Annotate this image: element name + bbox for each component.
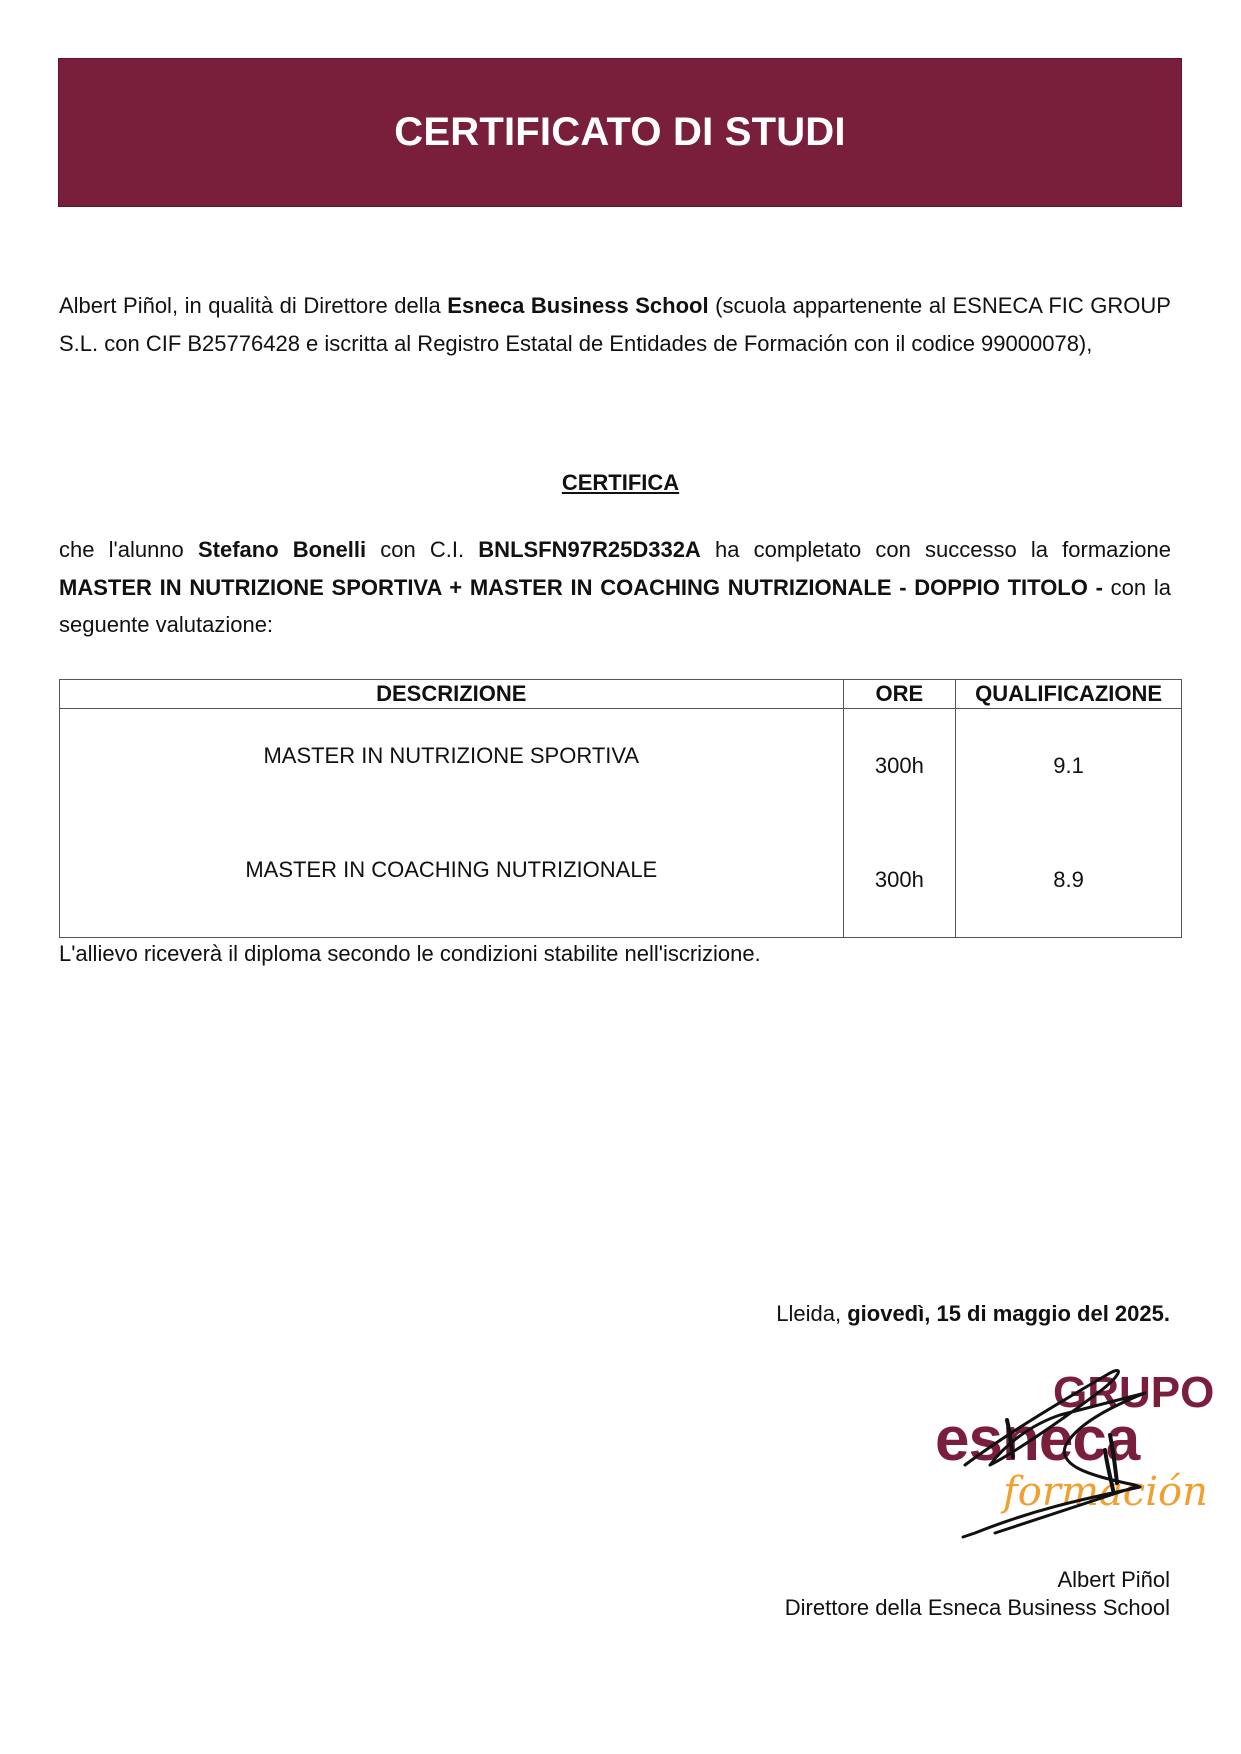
- school-name: Esneca Business School: [447, 293, 709, 318]
- page-title: CERTIFICATO DI STUDI: [394, 110, 846, 154]
- date-place: Lleida,: [776, 1301, 842, 1326]
- certifica-heading-text: CERTIFICA: [561, 470, 680, 495]
- logo-formacion-text: formación: [1003, 1469, 1208, 1515]
- signer-block: [785, 1566, 1170, 1622]
- logo-esneca-text: esneca: [935, 1405, 1140, 1474]
- course-title: MASTER IN NUTRIZIONE SPORTIVA + MASTER IN COACHING NUTRIZIONALE - DOPPIO TITOLO -: [59, 574, 1103, 600]
- student-name: Stefano Bonelli: [197, 537, 367, 562]
- intro-text-2: (scuola appartenente al ESNECA FIC GROUP S.L. con CIF B25776428 e iscritta al Registro Estatal de Entidades de Formación con il codice 99000078),: [59, 293, 1171, 356]
- cell-ore: 300h: [843, 823, 956, 938]
- header-descrizione: DESCRIZIONE: [60, 680, 844, 709]
- student-id: BNLSFN97R25D332A: [478, 537, 701, 562]
- cell-qualificazione: 8.9: [956, 823, 1182, 938]
- statement-text-2: con C.I.: [366, 537, 479, 562]
- table-row: [60, 709, 1182, 824]
- grades-table: [59, 679, 1182, 938]
- cell-qualificazione: 9.1: [956, 709, 1182, 824]
- cell-descrizione-text: MASTER IN NUTRIZIONE SPORTIVA: [263, 743, 640, 768]
- cell-descrizione-text: MASTER IN COACHING NUTRIZIONALE: [245, 857, 658, 882]
- statement-text-3: ha completato con successo la formazione: [700, 537, 1171, 562]
- cell-ore: 300h: [843, 709, 956, 824]
- intro-text-1: Albert Piñol, in qualità di Direttore della: [59, 293, 448, 318]
- header-qualificazione: QUALIFICAZIONE: [956, 680, 1182, 709]
- grupo-esneca-logo-with-signature: [935, 1355, 1215, 1545]
- signer-role: Direttore della Esneca Business School: [784, 1595, 1170, 1620]
- statement-text-4: con la seguente valutazione:: [59, 574, 1171, 637]
- header-band: [58, 58, 1182, 207]
- signer-name: Albert Piñol: [1057, 1567, 1170, 1592]
- cell-descrizione: [60, 823, 844, 938]
- table-row: [60, 823, 1182, 938]
- certifica-heading: [0, 470, 1241, 496]
- cell-descrizione: [60, 709, 844, 824]
- statement-text-1: che l'alunno: [59, 537, 198, 562]
- date-value: giovedì, 15 di maggio del 2025.: [847, 1301, 1170, 1326]
- header-ore: ORE: [843, 680, 956, 709]
- intro-paragraph: [59, 287, 1171, 362]
- logo-grupo-text: GRUPO: [1053, 1368, 1215, 1417]
- footnote: L'allievo riceverà il diploma secondo le condizioni stabilite nell'iscrizione.: [59, 941, 761, 966]
- table-header-row: [60, 680, 1182, 709]
- statement-paragraph: [59, 531, 1171, 644]
- date-line: [776, 1301, 1170, 1327]
